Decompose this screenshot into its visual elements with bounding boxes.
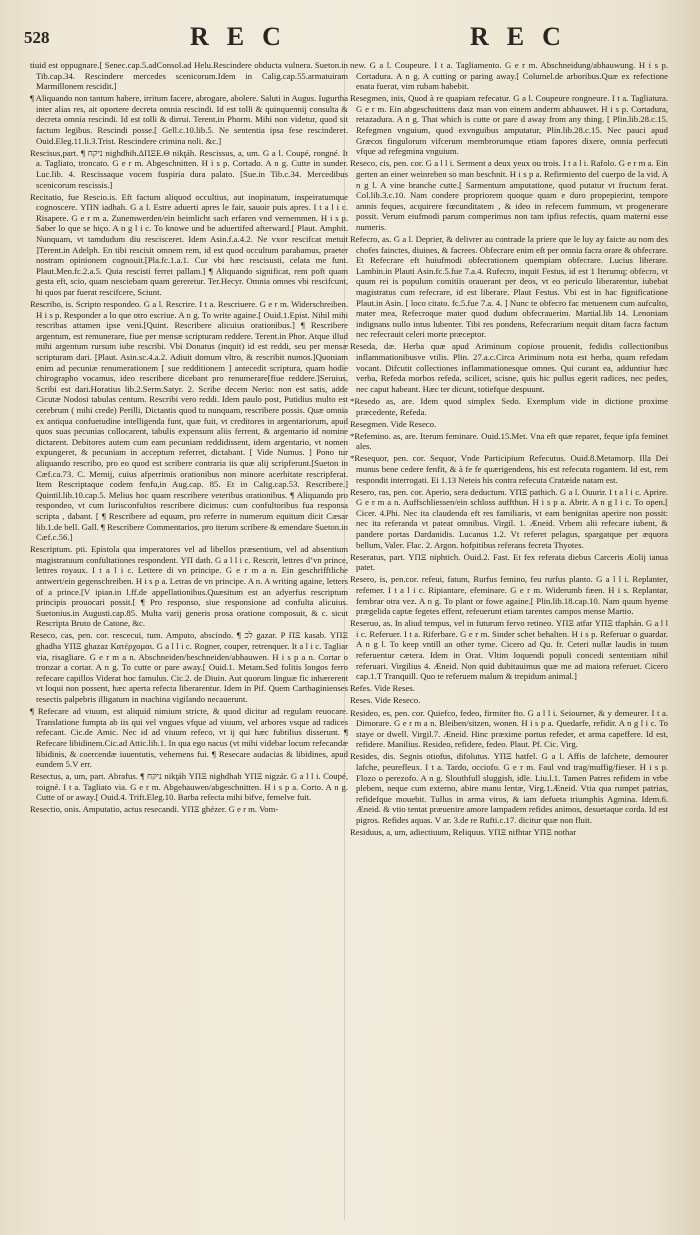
dictionary-entry: ¶ Aliquando non tantum habere, irritum facere, abrogare, abolere. Saluti in Augus. Iugurtha inter alias res, ait oportere decreta omnia rescindi. Id est tolli & quinquennij consulta & decreta omnia rescindi. Id est tolli & dirrui. Terent.in Phorm. Mihi non videtur, quod sit factum legibus. Rescindi posse.[ Gell.c.10.lib.5. Ne sententia ipsa fese rescinderet. Ouid.Eleg.11.li.3.Trist. Rescindere crimina noli. &c.] [30, 93, 348, 146]
dictionary-entry: Residuus, a, um, adiectiuum, Reliquus. ΥΠΞ nifhtar ΥΠΞ nothar [350, 827, 577, 838]
right-column [350, 60, 668, 1220]
dictionary-entry: Reseratus, part. ΥΠΞ niphtich. Ouid.2. Fast. Et fex referata diebus Carceris Æolij ianua patet. [350, 551, 668, 573]
page-header [0, 22, 700, 56]
dictionary-entry: Refecro, as. G a l. Deprier, & delivrer au contrade la priere que le luy ay faicte au nom des chofes fainctes, diuines, & facrees. Obfecrare enim eft per omnia facra orare & obfecrare. Et Refecrare eft huiufmodi obfecrationem quempiam obfecrare. Lucius liberare. Lambin.in Plauti Asin.fc.5.fue 7.a.4. Rufecro, inquit Festus, id est 1 Iterumq; obfecro, vt quum rei is populum comitiis orauerant per deos, vt eo periculo liberarentur, iubebat magistratus cum refecrare, id est liberare. Plaut Festus. Vbi est in hac fignificatione Plaut.in Asin. [ loco citato. fc.5.fue 7.a. 4. ] Nunc te obfecro fac metuenem cum aufculto, mater mea, Refecroque mater quod dudum obfecrauerim. Martial.lib 14. Lenoniam indignans nullo intus lubenter. Tibi res pondens, Refecrarium nequit ditam facra factum nec refecrauit celeri morte præceptor. [350, 234, 668, 340]
dictionary-entry: Reseda, dæ. Herba quæ apud Ariminum copiose prouenit, fedidis collectionibus inflammationibusve vtilis. Plin. 27.a.c.Circa Ariminum nota est herba, quam refedam vocant. Difcutit collectiones inflammationesque omnes. Qui curant ea, adduntiur hæc verba, Refeda morbos refeda, scilicet, scisne, quis hic pullus egerit radices, nec pedes, nec caput habeant. Hæc ter dicunt, totiefque despuunt. [350, 341, 668, 394]
column-divider [344, 60, 345, 1220]
page-number: 528 [24, 28, 50, 47]
dictionary-entry: *Refemino. as, are. Iterum feminare. Ouid.15.Met. Vna eft quæ reparet, feque ipfa feminet ales. [350, 430, 668, 452]
dictionary-entry: Resideo, es, pen. cor. Quiefco, fedeo, firmiter fto. G a l l i. Seiourner, & y demeurer. I t a. Dimorare. G e r m a n. Bleiben/sitzen, wonen. H i s p a. Quedarfe, refidir. A n g l i c. To staye or dwell. Virgil.7. Æneid. Hinc præxime portus refeder, et arma capeffere. Id est, refidere. Manilius. Resideo, refidere, fedeo. Plaut. Pf. Cic. Virg. [350, 707, 668, 750]
dictionary-entry: Reseco, cis, pen. cor. G a l l i. Serment a deux yeux ou trois. I t a l i. Rafolo. G e r m a. Ein gerten an einer weinreben so man beschnit. H i s p a. Refirmiento del cuerpo de la vid. A n g l. A vine branche cutte.[ Sarmentum amputatione, quod putatur vt fructum ferat. Col.lib.3.c.10. Nam condere propriorem quoque quam e duro propepierint, tempore amnis feques, acquirere fœcunditatem , & ideo in refecem fummum, vt progenerare possit. Verum eiufmodi parum comperimus non tam ipfius refectis, quam materni esse numeris. [350, 158, 668, 232]
dictionary-entry: Resegmen, inis, Quod à re quapiam refecatur. G a l. Coupeure rongneure. I t a. Tagliatura. G e r m. Ein abgeschnittens dasz man von einem anderm abhauwet. H i s p. Cortadura, retazadura. A n g. That which is cutte or pare d away from any thing. [ Plin.lib.28.c.15. Refegmen vnguium, quod exvnguibus amputatur, Plin.lib.28.c.15. Nec pauci apud Græcos fingulorum vifcerum membrorumque etiam fapores dixere, omnia perfecuti vfque ad refegmina vnguium. [350, 93, 668, 157]
dictionary-entry: new. G a l. Coupeure. I t a. Tagliamento. G e r m. Abschneidung/abhauwung. H i s p. Cortadura. A n g. A cutting or paring away.[ Columel.de arboribus.Quæ ex refectione enata fuerat, vim rubam habebit. [350, 60, 668, 92]
dictionary-entry: Reseco, cas, pen. cor. rescecui, tum. Amputo, abscindo. ¶ לכ gazar. P ΠΞ kasab. ΥΠΞ ghadha ΥΠΞ ghazaz Κατέρχομαι. G a l l i c. Rogner, couper, retrenquer. It a l i c. Tagliar via, risagliare. G e r m a n. Abschneiden/beschneiden/abhauwen. H i s p a n. Cortar o tronzar a cortar. A n g. To cutte or pare away.[ Ouid.1. Metam.Sed folitis longos ferro refecare capillos Viderat hoc famulus. Cic.2. de Diuin. Aut quorum linguæ fic inhærerent vt loqui non possent, hæc aperta refecta liberarentur. Idem in Pif. Quem Carthaginienses resectis palpebris illigatum in machina vigilando necauerunt. [30, 630, 348, 705]
dictionary-entry: Reseruo, as. In aliud tempus, vel in futurum fervo retineo. ΥΠΞ atfar ΥΠΞ tfaphán. G a l l i c. Referuer. I t a. Riferbare. G e r m. Sinder schet behalten. H i s p. Referuar o guardar. A n g l. To keep vntill an other tyme. Cicero ad Qu. fr. Ceteri nullæ laudis in tuum referuentur cætera. Idem in Orat. Vltim loquendi populi concedi sententiam nihil referuari. Virgilius 4. Æneid. Non quid dubitauimus quæ me ad maiora referuet. Cicero cap.1.T Tranquill. Quo te referuem malum & trepidum animal.] [350, 618, 668, 682]
dictionary-entry: Resero, is, pen.cor. refeui, fatum, Rurfus femino, feu rurfus planto. G a l l i. Replanter, refemer. I t a l i c. Ripiantare, efeminare. G e r m. Widerumb fæen. H i s. Replantar, fembrar otra vez. A n g. To plant or fowe againe.[ Plin.lib.18.cap.10. Nam quum hyeme prægelida captæ fegetes effent, refeuerunt etiam tarentes campos mense Martio. [350, 574, 668, 617]
dictionary-entry: Rescribo, is. Scripto respondeo. G a l. Rescrire. I t a. Rescriuere. G e r m. Widerschreiben. H i s p. Responder a lo que otro escriue. A n g. To write againe.[ Ouid.1.Epist. Nihil mihi rescribas attamen ipse veni.[Quint. Rescribere alicuius orationibus.] ¶ Rescribere argentum, est remunerare, fiue per mensæ scripturam reddere. Terent.in Phor. Atque illud mihi argentum rursum iube rescribi. Vbi Donatus (inquit) id est reddi, seu per mensæ scripturam dari. [Plaut. Asin.sc.4.a.2. Adiuit domum vltro, & rescribit numos.]Quoniam enim ad pecuniæ renumerationem [ sue redditionem ] antecedit scriptura, quam hodie chirographo vocamus, ideo rescribere dicebant pro renumerare[fiue reddere.]Seruius, Scribi est dari.Horatius lib.2.Serm.Satyr. 2. Scribe decem Nerio: non est satis, adde Cicutæ Nodosi tabulas centum. Rescribi vero reddi. Idem paulo post, Putidius multo est cerebrum ( mihi crede) Perilli, Dictantis quod tu nunquam, rescribere possis. Quæ omnia ex antiqua confuetudine intelligenda funt, quæ fuit, vt creditores in argentariorum, apud quos suas pecunias collocarent, tabulis expensum aliis ferrent, & argentario id nomine dictarent. Debitores autem cum eam pecuniam reddidissent, idem argentario, vt nomen expungeret, & pecuniam in acceptum referret, dictabant. [ Vide Numus. ] Pono tur aliquando rescribo, pro eo quod est scribere contraria iis quæ alij scripferunt.[Sueton in Cæf.ca.73. C. Memij, cuius afperrimis orationibus non minore acerbitate rescripferat. Item Rescriptaque codem fenfu,in Aug.cap. 85. Et in Calig.cap.53. Rescribere.] Quintil.lib.10.cap.5. Melius hoc quam rescribere veteribus orationibus. ¶ Aliquando pro respondeo, vt cum Iurisconfultos rescribere dicimus: cum confultoribus fua responsa scripta , dabant. [ ¶ Rescribere ad equum, pro referre in numerum equitum dicit Cæsar lib.1.de bell. Gall. ¶ Rescribere Commentarios, pro iterum scribere & emendare Sueton.in Cæf.c.56.] [30, 299, 348, 543]
dictionary-entry: *Resequor, pen. cor. Sequor, Vnde Participium Refecutus. Ouid.8.Metamorp. Illa Dei munus bene cedere fenfit, & à fe fe quærigendens, his est refecuta rogantem. Id est, rem respondit interrogati. Ei 1.13 Neteis his contra refecuta Cratæide natam est. [350, 453, 668, 485]
left-column [30, 60, 348, 1220]
dictionary-entry: Rescriptum. pti. Epistola qua imperatores vel ad libellos præsentium, vel ad absentium magistratuum confultationes respondent. ΥΠ dath. G a l l i c. Rescrit, lettres d’vn prince, lettres royaux. I t a l i c. Lettere di vn principe. G e r m a n. Ein geschrifftliche antwert/ein gegenschreiben. H i s p a. Letras de vn principe. A n. A writing againe, letters of a prince.[V ipian.in l.ff.de appellationibus.Quæsitum est an adyerfus rescriptum principis prouocari possit.[ ¶ Pro responso, siue responsione ad confulta alicuius. Suetonius.in Augusti.cap.85. Multa varij generis prosa oratione composuit, & c. sicut Rescripta Bruto de Catone, &c. [30, 544, 348, 629]
dictionary-entry: Rescisus,part. ¶ ניקח nighdhih.ΔΠΞΕ.Θ nikţáh. Rescissus, a, um. G a l. Coupé, rongné. It a. Tagliato, troncato. G e r m. Abgeschnitten. H i s p. Cortado. A n g. Cutte in sunder. Luc.lib. 4. Rescissaque vocem fuspiria dura palato. [Sue.in Tib.c.34. Mercedibus scenicorum rescissis.] [30, 147, 348, 190]
dictionary-entry: Resides, dis. Segnis otiofus, difolutus. ΥΠΞ hatfel. G a l. Affis de lafchete, demourer lafche, peurefleux. I t a. Tardo, occiofo. G e r m. Faul vnd trag/muffig/fieser. H i s p. Flozo o perezofo. A n g. Slouthfull sluggish, idle. Liu.l.1. Tamen Patres refidem in vrbe plebem, neque cum externo, abire manu lentæ, Virg.1.Æneid. Vtia qua rumpet patrias, refidefque mouebit. Tullus in arma viros, & iam defueta triumphis Agmina. Idem.6. Æneid. & vtio tentat præuenire amore lampadem refides animos, desuetaque corda. Id est pigros. Refides aquas. V ar. 3.de re Rufti.c.17. dicitur quæ non fluit. [350, 751, 668, 825]
dictionary-entry: ¶ Refecare ad viuum, est aliquid nimium stricte, & quod dicitur ad regulam reuocare. Translatione fumpta ab iis qui vel vngues vfque ad viuum, vel arbores vsque ad radices refecant. Cic.de Amic. Nec id ad viuum refeco, vt ij qui hæc fubtilius disserunt. ¶ Refecare libidinem.Cic.ad Attic.lib.1. In qua ego nacus (vt mihi videbar locum refecandæ libidinis, & coercendæ iuuentutis, vehemens fui. ¶ Resecare audacias & libidines, apud eundem 5.V err. [30, 706, 348, 770]
dictionary-entry: Reses. Vide Reseco. [350, 695, 421, 706]
dictionary-entry: tiuid est oppugnare.[ Senec.cap.5.adConsol.ad Helu.Rescindere obducta vulnera. Sueton.in Tib.cap.34. Rescindere mercedes scenicorum.Idem in Calig.cap.55.armatuiram Marmillonem rescidit.] [30, 60, 348, 92]
dictionary-entry: Resectus, a, um, part. Abrafus. ¶ ניקח nikţáh ΥΠΞ nighdhah ΥΠΞ nigzár. G a l l i. Coupé, roigné. I t a. Tagliato via. G e r m. Abgehauwen/abgeschnitten. H i s p a. Corto. A n g. Cutte of or away.[ Ouid.4. Trift.Eleg.10. Barba refecta mihi bifve, femelve fuit. [30, 771, 348, 803]
dictionary-entry: Resectio, onis. Amputatio, actus resecandi. ΥΠΞ ghézer. G e r m. Vom- [30, 804, 279, 815]
dictionary-entry: Resegmen. Vide Reseco. [350, 418, 437, 429]
dictionary-entry: Resero, ras, pen. cor. Aperio, sera deductum. ΥΠΞ pathich. G a l. Ouurir. I t a l i c. Aprire. G e r m a n. Auffschliessen/ein schloss auffthun. H i s p a. Abrir. A n g l i c. To open.[ Cicer. 4.Phi. Nec ita claudenda eft res familiaris, vt eam benignitas aperire non possit: nec ita referanda vt pateat omnibus. Virgil. 1. Æneid. Vrbem alii refecare iubent, & pandere portas Dardanidis. Lucanus 1.2. Vt referet pelagus, spargatque per æquora bellum, Valer. Flac. 2. Argon. hofpitibus referans fecreta Thyotes. [350, 486, 668, 550]
dictionary-entry: *Resedo as, are. Idem quod simplex Sedo. Exemplum vide in dictione proxime præcedente, Refeda. [350, 395, 668, 417]
running-head-left: REC [190, 22, 299, 51]
running-head-right: REC [470, 22, 579, 51]
dictionary-entry: Refes. Vide Reses. [350, 683, 415, 694]
dictionary-entry: Recitatio, fue Rescio.is. Eft factum aliquod occultius, aut inopinatum, inspeiratumque cognoscere. ΥΠΝ iadhah. G a l. Estre aduerti apres le fair, sauoir puis apres. I t a l i c. Risapere. G e r m a. Zunemwerden/ein heimlicht sach erfaren vnd vernemmen. H i s p. Saber lo que se hiço. A n g l i c. To knowe und be aduertifed afterward.[ Plaut. Amphit. Nunquam, vt tamdudum diu rescisceret. Idem Asin.f.a.4.2. Ne vxor rescifcat metuit ]Terent.in Adelph. En tibi rescisit omnem rem, id est quod occultum parabamus, praeter nostram opinionem cognouit.[Pla.fc.1.a.1. Cur vbi hæc rescisusti, celata me funt. Plaut.Men.fc.2.a.5. Quia rescisti ferret pallam.] ¶ Aliquando significat, rem poft quam gesta eft, scio, quam nesciebam quam gereretur. Ter.Hecyr. Omnia omnes vbi rescifcunt, hi quos par fuerat rescifcere, Sciunt. [30, 191, 348, 297]
